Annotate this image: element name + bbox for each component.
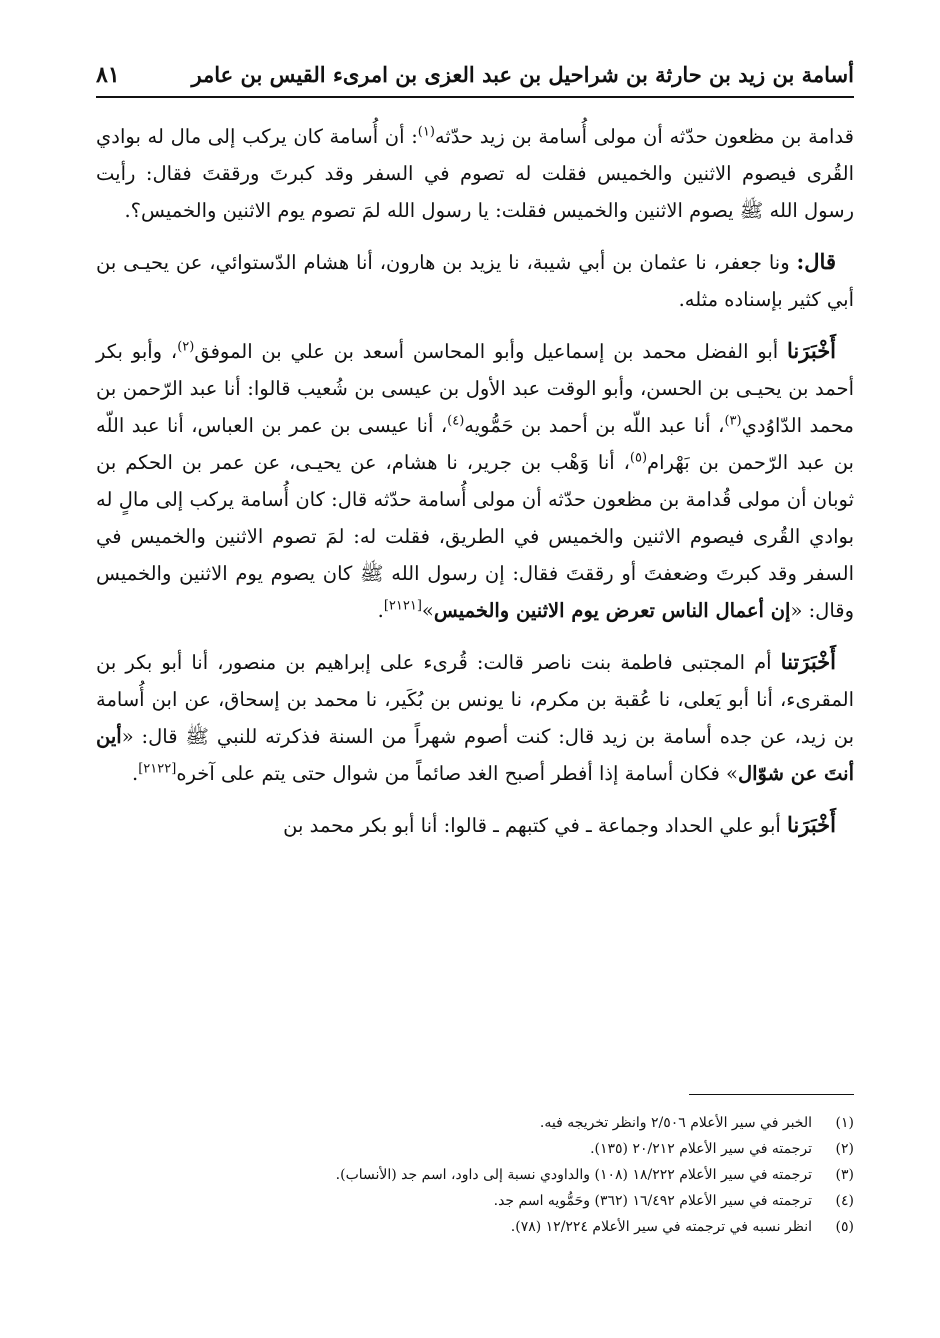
- footnote-text: ترجمته في سير الأعلام ١٨/٢٢٢ (١٠٨) والداودي نسبة إلى داود، اسم جد (الأنساب).: [335, 1167, 812, 1183]
- hadith-quote: أين أنتَ عن شوّال: [96, 725, 854, 785]
- footnote: [96, 1188, 854, 1214]
- footnote-number: (٢): [835, 1141, 854, 1157]
- hadith-quote: إن أعمال الناس تعرض يوم الاثنين والخميس: [433, 599, 791, 622]
- text-run: : أن أُسامة كان يركب إلى مال له بوادي القُرى فيصوم الاثنين والخميس فقلت له تصوم في السفر وقد كبرتَ ورققتَ فقال: رأيت رسول الله ﷺ يصوم الاثنين والخميس فقلت: يا رسول الله لمَ تصوم يوم الاثنين والخميس؟.: [96, 125, 854, 222]
- footnote-text: ترجمته في سير الأعلام ١٦/٤٩٢ (٣٦٢) وحَمُّويه اسم جد.: [493, 1193, 812, 1209]
- text-run: ، أنا وَهْب بن جرير، نا هشام، عن يحيـى، عن عمر بن الحكم بن ثوبان أن مولى قُدامة بن مظعون حدّثه أن مولى أُسامة حدّثه قال: كان أُسامة يركب إلى مالٍ له بوادي القُرى فيصوم الاثنين والخميس في الطريق، فقلت له: لمَ تصوم الاثنين والخميس في السفر وقد كبرتَ وضعفتَ أو رققتَ فقال: إن رسول الله ﷺ كان يصوم يوم الاثنين والخميس وقال: «: [96, 451, 854, 622]
- paragraph: [96, 118, 854, 229]
- footnote-separator: [689, 1094, 854, 1095]
- text-run: أبو الفضل محمد بن إسماعيل وأبو المحاسن أسعد بن علي بن الموفق: [194, 340, 788, 363]
- footnote: [96, 1214, 854, 1240]
- text-run: ، وأبو بكر أحمد بن يحيـى بن الحسن، وأبو الوقت عبد الأول بن عيسى بن شُعيب قالوا: أنا عبد الرّحمن بن محمد الدّاوُدي: [96, 340, 854, 437]
- paragraph-lead-word: أَخْبَرَتنا: [780, 649, 836, 674]
- text-run: » فكان أسامة إذا أفطر أصبح الغد صائماً من شوال حتى يتم على آخره: [176, 762, 738, 785]
- footnote-reference: (٥): [629, 450, 648, 466]
- footnote-number: (٤): [835, 1193, 854, 1209]
- footnote-reference: (٣): [724, 413, 742, 429]
- text-run: .: [132, 762, 139, 785]
- running-header: [96, 58, 854, 98]
- footnote-text: انظر نسبه في ترجمته في سير الأعلام ١٢/٢٢٤ (٧٨).: [510, 1219, 812, 1235]
- footnote-reference: (٤): [447, 413, 465, 429]
- footnote-number: (١): [835, 1115, 854, 1131]
- text-run: أم المجتبى فاطمة بنت ناصر قالت: قُرىء على إبراهيم بن منصور، أنا أبو بكر بن المقرىء، أنا أبو يَعلى، نا عُقبة بن مكرم، نا يونس بن بُكَير، نا محمد بن إسحاق، عن ابن أُسامة بن زيد، عن جده أسامة بن زيد قال: كنت أصوم شهراً من السنة فذكرته للنبي ﷺ قال: «: [96, 651, 854, 748]
- header-rule: [96, 96, 854, 98]
- footnote: [96, 1136, 854, 1162]
- footnotes: [96, 1110, 854, 1240]
- text-run: أبو علي الحداد وجماعة ـ في كتبهم ـ قالوا: أنا أبو بكر محمد بن: [283, 814, 788, 837]
- paragraph-lead-word: أَخْبَرَنا: [787, 338, 837, 363]
- paragraph-lead-word: أَخْبَرَنا: [787, 812, 836, 837]
- footnote-reference: [٢١٢١]: [383, 598, 422, 614]
- running-title: أسامة بن زيد بن حارثة بن شراحيل بن عبد العزى بن امرىء القيس بن عامر: [191, 62, 854, 87]
- paragraph: [96, 243, 854, 318]
- footnote-reference: (١): [417, 124, 435, 140]
- text-run: ونا جعفر، نا عثمان بن أبي شيبة، نا يزيد بن هارون، أنا هشام الدّستوائي، عن يحيـى بن أبي كثير بإسناده مثله.: [96, 251, 854, 311]
- footnote: [96, 1162, 854, 1188]
- text-run: .: [377, 599, 384, 622]
- text-run: قدامة بن مظعون حدّثه أن مولى أُسامة بن زيد حدّثه: [434, 125, 854, 148]
- footnote-text: ترجمته في سير الأعلام ٢٠/٢١٢ (١٣٥).: [590, 1141, 812, 1157]
- text-run: ، أنا عبد اللّه بن أحمد بن حَمُّويه: [464, 414, 725, 437]
- page-number: ٨١: [96, 62, 120, 88]
- paragraph: [96, 332, 854, 629]
- text-run: »: [421, 599, 434, 622]
- text-run: ، أنا عيسى بن عمر بن العباس، أنا عبد اللّه بن عبد الرّحمن بن بَهْرام: [96, 414, 854, 474]
- paragraph-lead-word: قال:: [796, 249, 836, 274]
- paragraph: [96, 643, 854, 792]
- footnote-reference: [٢١٢٢]: [138, 761, 177, 777]
- footnote-reference: (٢): [177, 339, 195, 355]
- footnote-text: الخبر في سير الأعلام ٢/٥٠٦ وانظر تخريجه فيه.: [539, 1115, 812, 1131]
- footnote: [96, 1110, 854, 1136]
- paragraph: [96, 806, 854, 844]
- footnote-number: (٣): [835, 1167, 854, 1183]
- footnote-number: (٥): [835, 1219, 854, 1235]
- body-text: [96, 118, 854, 858]
